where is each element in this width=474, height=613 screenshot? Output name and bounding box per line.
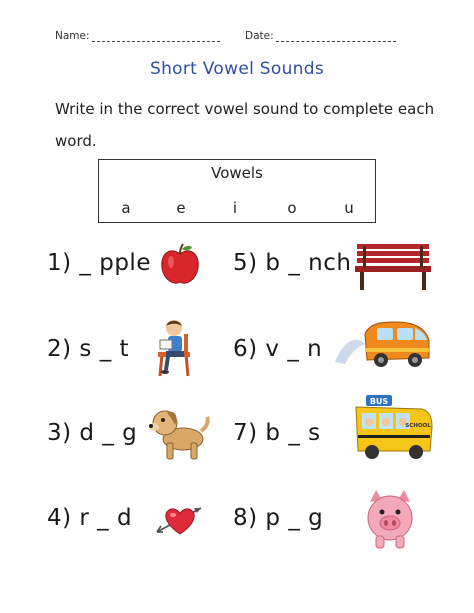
vowels-box	[98, 159, 376, 223]
vowels-box-title: Vowels	[211, 164, 263, 182]
instructions-text: Write in the correct vowel sound to complete each word.	[55, 100, 435, 150]
item-6-van[interactable]: 6) v _ n	[233, 336, 323, 362]
item-4-red[interactable]: 4) r _ d	[47, 505, 133, 531]
vowel-i: i	[232, 199, 238, 217]
pig-icon	[360, 488, 420, 552]
bus-sign-text: BUS	[369, 397, 389, 406]
item-2-sit[interactable]: 2) s _ t	[47, 336, 130, 362]
dog-icon	[147, 403, 213, 463]
name-label: Name:	[55, 30, 90, 42]
item-8-pig[interactable]: 8) p _ g	[233, 505, 324, 531]
date-field[interactable]	[245, 30, 396, 42]
item-7-bus[interactable]: 7) b _ s	[233, 420, 321, 446]
name-field[interactable]	[55, 30, 220, 42]
item-5-bench[interactable]: 5) b _ nch	[233, 250, 352, 276]
date-blank-line[interactable]	[276, 31, 396, 42]
name-blank-line[interactable]	[92, 31, 220, 42]
vowel-o: o	[287, 199, 297, 217]
vowel-e: e	[176, 199, 186, 217]
heart-arrow-icon	[155, 502, 205, 538]
item-3-dog[interactable]: 3) d _ g	[47, 420, 138, 446]
school-bus-icon	[352, 395, 434, 461]
vowel-a: a	[121, 199, 131, 217]
date-label: Date:	[245, 30, 274, 42]
worksheet-title: Short Vowel Sounds	[149, 59, 324, 79]
apple-icon	[158, 242, 202, 286]
bench-icon	[353, 242, 433, 292]
item-1-apple[interactable]: 1) _ pple	[47, 250, 151, 276]
van-icon	[335, 318, 435, 370]
sitting-boy-icon	[150, 318, 196, 378]
bus-side-text: SCHOOL	[405, 423, 431, 429]
vowel-u: u	[344, 199, 354, 217]
